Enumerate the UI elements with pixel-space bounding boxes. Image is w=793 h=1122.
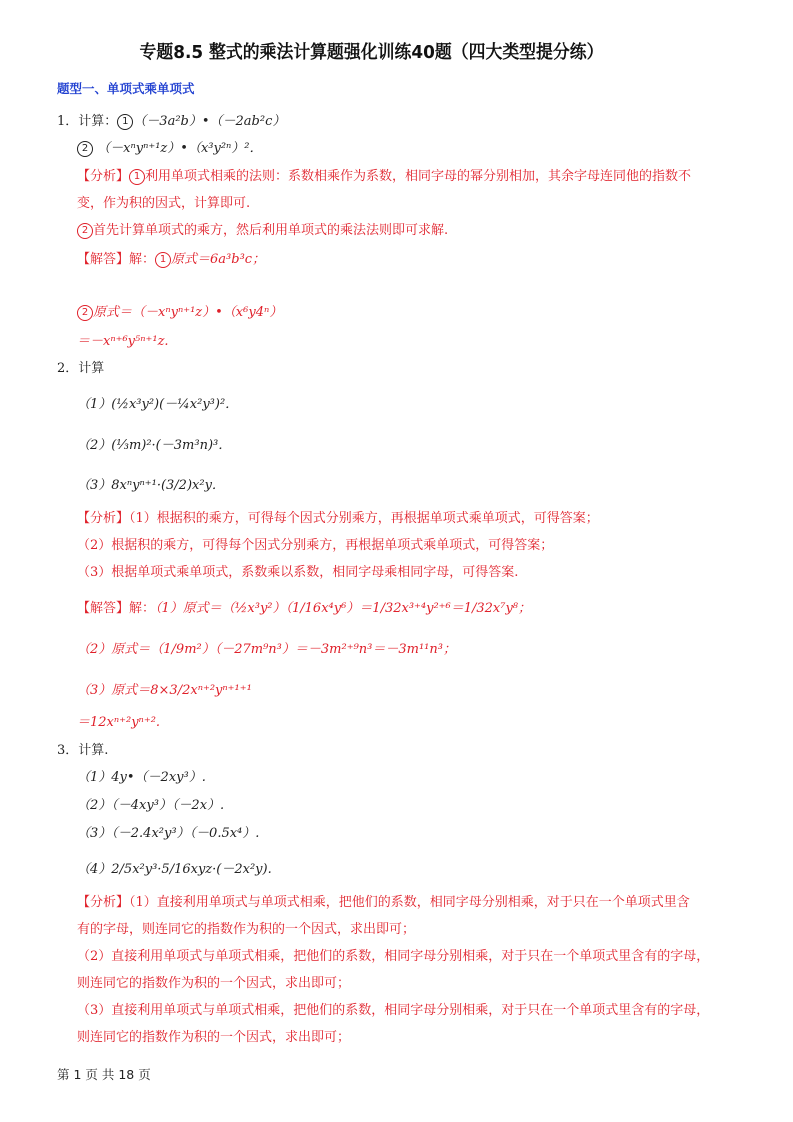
question-number: 1． xyxy=(57,114,79,129)
circled-number: 1 xyxy=(117,114,133,130)
question-label: 计算. xyxy=(78,743,109,758)
circled-number: 2 xyxy=(77,141,93,157)
sub-question: （1）4y•（－2xy³）. xyxy=(77,770,206,785)
sub-question: （2）（－4xy³）（－2x）. xyxy=(77,798,225,813)
analysis-line xyxy=(77,165,691,185)
circled-number: 2 xyxy=(77,223,93,239)
answer-text: 原式＝（－xⁿyⁿ⁺¹z）•（x⁶y4ⁿ） xyxy=(93,305,283,320)
page-title: 专题8.5 整式的乘法计算题强化训练40题（四大类型提分练） xyxy=(139,42,604,63)
sub-question: （3）8xⁿyⁿ⁺¹·(3/2)x²y． xyxy=(77,478,225,493)
circled-number: 2 xyxy=(77,305,93,321)
question-3 xyxy=(57,739,108,758)
expression: （－3a²b）•（－2ab²c） xyxy=(133,114,286,129)
analysis-line: （3）根据单项式乘单项式，系数乘以系数，相同字母乘相同字母，可得答案. xyxy=(77,565,519,580)
analysis-line: （2）根据积的乘方，可得每个因式分别乘方，再根据单项式乘单项式，可得答案； xyxy=(77,538,554,553)
answer-prefix: 解： xyxy=(129,601,156,616)
expression: （－xⁿyⁿ⁺¹z）•（x³y²ⁿ）²． xyxy=(97,141,263,156)
question-label: 计算： xyxy=(78,114,118,129)
analysis-line: 则连同它的指数作为积的一个因式，求出即可； xyxy=(77,976,351,991)
question-label: 计算 xyxy=(78,361,105,376)
question-1 xyxy=(57,110,285,130)
analysis-tag: 【分析】 xyxy=(77,169,130,184)
analysis-line xyxy=(77,219,448,239)
question-1-part-2 xyxy=(77,137,263,157)
page-footer: 第 1 页 共 18 页 xyxy=(57,1067,151,1082)
circled-number: 1 xyxy=(129,169,145,185)
analysis-line: （2）直接利用单项式与单项式相乘，把他们的系数，相同字母分别相乘，对于只在一个单项式里含有的字母， xyxy=(77,949,710,964)
analysis-line xyxy=(77,507,599,526)
analysis-line: 有的字母，则连同它的指数作为积的一个因式，求出即可； xyxy=(77,922,416,937)
answer-line: （3）原式＝8×3/2xⁿ⁺²yⁿ⁺¹⁺¹ xyxy=(77,683,252,698)
question-number: 3． xyxy=(57,743,79,758)
answer-text: （1）原式＝（½x³y²）（1/16x⁴y⁶）＝1/32x³⁺⁴y²⁺⁶＝1/32x⁷y⁸； xyxy=(155,601,532,616)
sub-question: （3）（－2.4x²y³）（－0.5x⁴）. xyxy=(77,826,260,841)
answer-tag: 【解答】 xyxy=(77,252,130,267)
analysis-line xyxy=(77,891,690,910)
answer-line xyxy=(77,301,282,321)
answer-line xyxy=(77,597,531,616)
answer-line: （2）原式＝（1/9m²）（－27m⁹n³）＝－3m²⁺⁹n³＝－3m¹¹n³； xyxy=(77,642,456,657)
analysis-line: 变，作为积的因式，计算即可. xyxy=(77,196,251,211)
analysis-tag: 【分析】 xyxy=(77,511,130,526)
analysis-text: 利用单项式相乘的法则：系数相乘作为系数，相同字母的幂分别相加，其余字母连同他的指数不 xyxy=(145,169,692,184)
analysis-text: 首先计算单项式的乘方，然后利用单项式的乘法法则即可求解. xyxy=(93,223,449,238)
answer-line: ＝－xⁿ⁺⁶y⁵ⁿ⁺¹z. xyxy=(77,334,169,349)
analysis-text: （1）直接利用单项式与单项式相乘，把他们的系数，相同字母分别相乘，对于只在一个单项式里含 xyxy=(129,895,690,910)
answer-text: 原式＝6a³b³c； xyxy=(171,252,266,267)
question-2 xyxy=(57,357,104,376)
answer-prefix: 解： xyxy=(129,252,156,267)
analysis-line: 则连同它的指数作为积的一个因式，求出即可； xyxy=(77,1030,351,1045)
answer-line xyxy=(77,248,265,268)
analysis-line: （3）直接利用单项式与单项式相乘，把他们的系数，相同字母分别相乘，对于只在一个单项式里含有的字母， xyxy=(77,1003,710,1018)
question-number: 2． xyxy=(57,361,79,376)
answer-tag: 【解答】 xyxy=(77,601,130,616)
sub-question: （2）(⅓m)²·(－3m³n)³． xyxy=(77,438,232,453)
sub-question: （1）(½x³y²)(－¼x²y³)²． xyxy=(77,397,239,412)
section-heading: 题型一、单项式乘单项式 xyxy=(57,81,195,96)
answer-line: ＝12xⁿ⁺²yⁿ⁺². xyxy=(77,715,161,730)
analysis-text: （1）根据积的乘方，可得每个因式分别乘方，再根据单项式乘单项式，可得答案； xyxy=(129,511,599,526)
circled-number: 1 xyxy=(155,252,171,268)
analysis-tag: 【分析】 xyxy=(77,895,130,910)
sub-question: （4）2/5x²y³·5/16xyz·(－2x²y). xyxy=(77,862,272,877)
